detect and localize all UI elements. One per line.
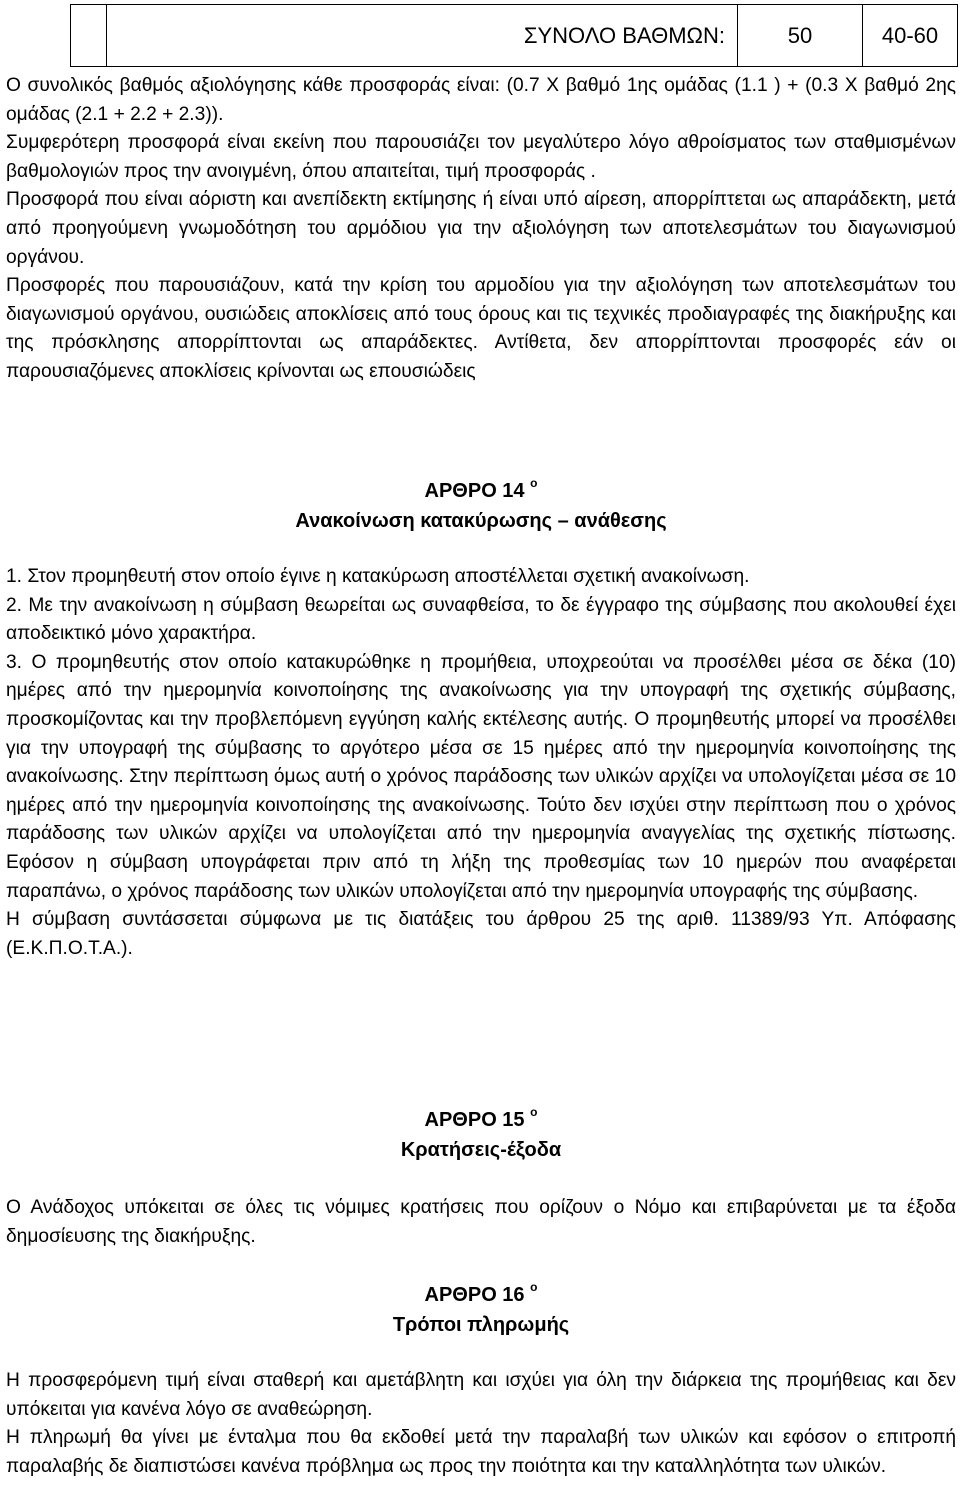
- article-16-sup: ο: [530, 1280, 538, 1294]
- article-16-title: [6, 1280, 956, 1310]
- article-14-title: [6, 476, 956, 506]
- evaluation-text: [6, 72, 956, 387]
- article-15-title-text: ΑΡΘΡΟ 15: [424, 1109, 525, 1131]
- article-14-body: [6, 563, 956, 963]
- article-14-sup: ο: [530, 476, 538, 490]
- article-15-subtitle: Κρατήσεις-έξοδα: [400, 1139, 562, 1161]
- article-16-paragraph-2: Η πληρωμή θα γίνει με ένταλμα που θα εκδοθεί μετά την παραλαβή των υλικών και εφόσον ο επιτροπή παραλαβής δε διαπιστώσει κανένα πρόβλημα ως προς την ποιότητα και την καταλληλότητα των υλικών.: [6, 1427, 956, 1477]
- paragraph-score-formula: Ο συνολικός βαθμός αξιολόγησης κάθε προσφοράς είναι: (0.7 Χ βαθμό 1ης ομάδας (1.1 ) + (0.3 Χ βαθμό 2ης ομάδας (2.1 + 2.2 + 2.3)).: [6, 75, 956, 125]
- article-16-body: [6, 1367, 956, 1481]
- article-14-paragraph-4: Η σύμβαση συντάσσεται σύμφωνα με τις διατάξεις του άρθρου 25 της αριθ. 11389/93 Υπ. Απόφασης (Ε.Κ.Π.Ο.Τ.Α.).: [6, 909, 956, 959]
- article-14-title-text: ΑΡΘΡΟ 14: [424, 480, 525, 502]
- article-15-title: [6, 1105, 956, 1135]
- score-row: [71, 5, 958, 67]
- article-16-title-text: ΑΡΘΡΟ 16: [424, 1284, 525, 1306]
- paragraph-deviations: Προσφορές που παρουσιάζουν, κατά την κρίση του αρμοδίου για την αξιολόγηση των αποτελεσμάτων του διαγωνισμού οργάνου, ουσιώδεις αποκλίσεις από τους όρους και τις τεχνικές προδιαγραφές της διακήρυξης και της πρόσκλησης απορρίπτονται ως απαράδεκτες. Αντίθετα, δεν απορρίπτονται προσφορές εάν οι παρουσιαζόμενες αποκλίσεις κρίνονται ως επουσιώδεις: [6, 275, 956, 382]
- score-range: 40-60: [863, 5, 958, 67]
- article-15: [6, 1105, 956, 1165]
- score-table: [70, 4, 958, 67]
- paragraph-best-offer: Συμφερότερη προσφορά είναι εκείνη που παρουσιάζει τον μεγαλύτερο λόγο αθροίσματος των σταθμισμένων βαθμολογιών προς την ανοιγμένη, όπου απαιτείται, τιμή προσφοράς .: [6, 132, 956, 182]
- article-15-sup: ο: [530, 1105, 538, 1119]
- article-16-subtitle: Τρόποι πληρωμής: [392, 1314, 570, 1336]
- article-15-paragraph-1: Ο Ανάδοχος υπόκειται σε όλες τις νόμιμες κρατήσεις που ορίζουν ο Νόμο και επιβαρύνεται με τα έξοδα δημοσίευσης της διακήρυξης.: [6, 1197, 956, 1247]
- article-16-paragraph-1: Η προσφερόμενη τιμή είναι σταθερή και αμετάβλητη και ισχύει για όλη την διάρκεια της προμήθειας και δεν υπόκειται για κανένα λόγο σε αναθεώρηση.: [6, 1370, 956, 1420]
- score-total-label: ΣΥΝΟΛΟ ΒΑΘΜΩΝ:: [107, 5, 738, 67]
- article-16: [6, 1280, 956, 1340]
- score-total-value: 50: [738, 5, 863, 67]
- article-14-paragraph-2: 2. Με την ανακοίνωση η σύμβαση θεωρείται ως συναφθείσα, το δε έγγραφο της σύμβασης που ακολουθεί έχει αποδεικτικό μόνο χαρακτήρα.: [6, 594, 956, 645]
- article-14: [6, 476, 956, 536]
- score-empty-cell: [71, 5, 107, 67]
- article-14-subtitle: Ανακοίνωση κατακύρωσης – ανάθεσης: [295, 510, 667, 532]
- article-15-body: [6, 1194, 956, 1251]
- article-14-paragraph-3: 3. Ο προμηθευτής στον οποίο κατακυρώθηκε η προμήθεια, υποχρεούται να προσέλθει μέσα σε δέκα (10) ημέρες από την ημερομηνία κοινοποίησης της ανακοίνωσης για την υπογραφή της σχετικής σύμβασης, προσκομίζοντας και την προβλεπόμενη εγγύηση καλής εκτέλεσης αυτής. Ο προμηθευτής μπορεί να προσέλθει για την υπογραφή της σύμβασης το αργότερο μέσα σε 15 ημέρες από την ημερομηνία κοινοποίησης της ανακοίνωσης. Στην περίπτωση όμως αυτή ο χρόνος παράδοσης των υλικών αρχίζει να υπολογίζεται μέσα σε 10 ημέρες από την ημερομηνία κοινοποίησης της ανακοίνωσης. Τούτο δεν ισχύει στην περίπτωση που ο χρόνος παράδοσης των υλικών αρχίζει να υπολογίζεται από την ημερομηνία αναγγελίας της σχετικής πίστωσης. Εφόσον η σύμβαση υπογράφεται πριν από τη λήξη της προθεσμίας των 10 ημερών που αναφέρεται παραπάνω, ο χρόνος παράδοσης των υλικών υπολογίζεται από την ημερομηνία υπογραφής της σύμβασης.: [6, 651, 956, 902]
- article-14-paragraph-1: 1. Στον προμηθευτή στον οποίο έγινε η κατακύρωση αποστέλλεται σχετική ανακοίνωση.: [6, 566, 750, 587]
- paragraph-vague-offer: Προσφορά που είναι αόριστη και ανεπίδεκτη εκτίμησης ή είναι υπό αίρεση, απορρίπτεται ως απαράδεκτη, μετά από προηγούμενη γνωμοδότηση του αρμόδιου για την αξιολόγηση των αποτελεσμάτων του διαγωνισμού οργάνου.: [6, 189, 956, 268]
